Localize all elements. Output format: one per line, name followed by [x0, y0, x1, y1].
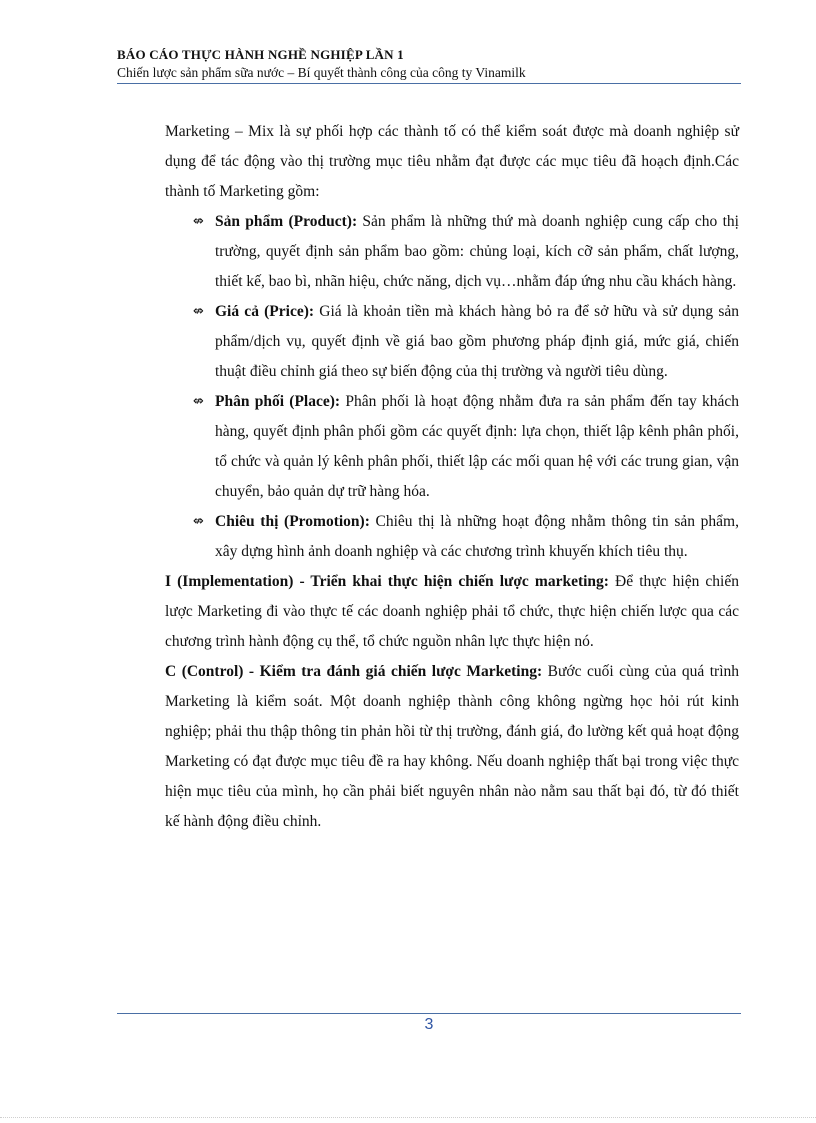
section-term: C (Control) - Kiểm tra đánh giá chiến lược Marketing:: [165, 663, 543, 680]
section-text: Bước cuối cùng của quá trình Marketing là kiểm soát. Một doanh nghiệp thành công không ngừng học hỏi rút kinh nghiệp; phải thu thập thông tin phản hồi từ thị trường, đánh giá, đo lường kết quả hoạt động Marketing có đạt được mục tiêu đề ra hay không. Nếu doanh nghiệp thất bại trong việc thực hiện mục tiêu của mình, họ cần phải biết nguyên nhân nào nằm sau thất bại đó, từ đó thiết kế hành động điều chỉnh.: [165, 663, 740, 830]
list-item-text: Giá là khoản tiền mà khách hàng bỏ ra để sở hữu và sử dụng sản phẩm/dịch vụ, quyết định về giá bao gồm phương pháp định giá, mức giá, chiến thuật điều chỉnh giá theo sự biến động của thị trường và người tiêu dùng.: [215, 303, 740, 380]
list-item-text: Sản phẩm là những thứ mà doanh nghiệp cung cấp cho thị trường, quyết định sản phẩm bao gồm: chủng loại, kích cỡ sản phẩm, chất lượng, thiết kế, bao bì, nhãn hiệu, chức năng, dịch vụ…nhằm đáp ứng nhu cầu khách hàng.: [215, 213, 739, 290]
list-item-text: Phân phối là hoạt động nhằm đưa ra sản phẩm đến tay khách hàng, quyết định phân phối gồm các quyết định: lựa chọn, thiết lập kênh phân phối, tổ chức và quản lý kênh phân phối, thiết lập các mối quan hệ với các trung gian, vận chuyển, bảo quản dự trữ hàng hóa.: [215, 393, 739, 500]
implementation-paragraph: [165, 567, 739, 657]
document-body: [165, 117, 739, 837]
page-number: 3: [424, 1016, 434, 1033]
header-divider: [117, 83, 741, 84]
list-item-text: Chiêu thị là những hoạt động nhằm thông tin sản phẩm, xây dựng hình ảnh doanh nghiệp và các chương trình khuyến khích tiêu thụ.: [215, 513, 739, 560]
report-title: BÁO CÁO THỰC HÀNH NGHỀ NGHIỆP LẦN 1: [117, 47, 404, 62]
page-bottom-edge: [0, 1117, 816, 1118]
list-item: [193, 297, 739, 387]
intro-paragraph: Marketing – Mix là sự phối hợp các thành tố có thể kiểm soát được mà doanh nghiệp sử dụng để tác động vào thị trường mục tiêu nhằm đạt được các mục tiêu đã hoạch định.Các thành tố Marketing gồm:: [165, 123, 739, 200]
list-item-term: Sản phẩm (Product):: [215, 213, 358, 230]
list-item: [193, 387, 739, 507]
arrow-bullet-icon: ⇎: [193, 514, 204, 529]
report-subtitle: Chiến lược sản phẩm sữa nước – Bí quyết thành công của công ty Vinamilk: [117, 65, 526, 80]
marketing-mix-list: [165, 207, 739, 567]
section-term: I (Implementation) - Triển khai thực hiện chiến lược marketing:: [165, 573, 609, 590]
list-item-term: Chiêu thị (Promotion):: [215, 513, 370, 530]
list-item-term: Giá cả (Price):: [215, 303, 315, 320]
arrow-bullet-icon: ⇎: [193, 394, 204, 409]
control-paragraph: [165, 657, 739, 837]
page-header: [117, 46, 741, 82]
list-item: [193, 207, 739, 297]
arrow-bullet-icon: ⇎: [193, 214, 204, 229]
list-item: [193, 507, 739, 567]
section-text: Để thực hiện chiến lược Marketing đi vào thực tế các doanh nghiệp phải tổ chức, thực hiện chiến lược qua các chương trình hành động cụ thể, tổ chức nguồn nhân lực thực hiện nó.: [165, 573, 739, 650]
list-item-term: Phân phối (Place):: [215, 393, 341, 410]
arrow-bullet-icon: ⇎: [193, 304, 204, 319]
